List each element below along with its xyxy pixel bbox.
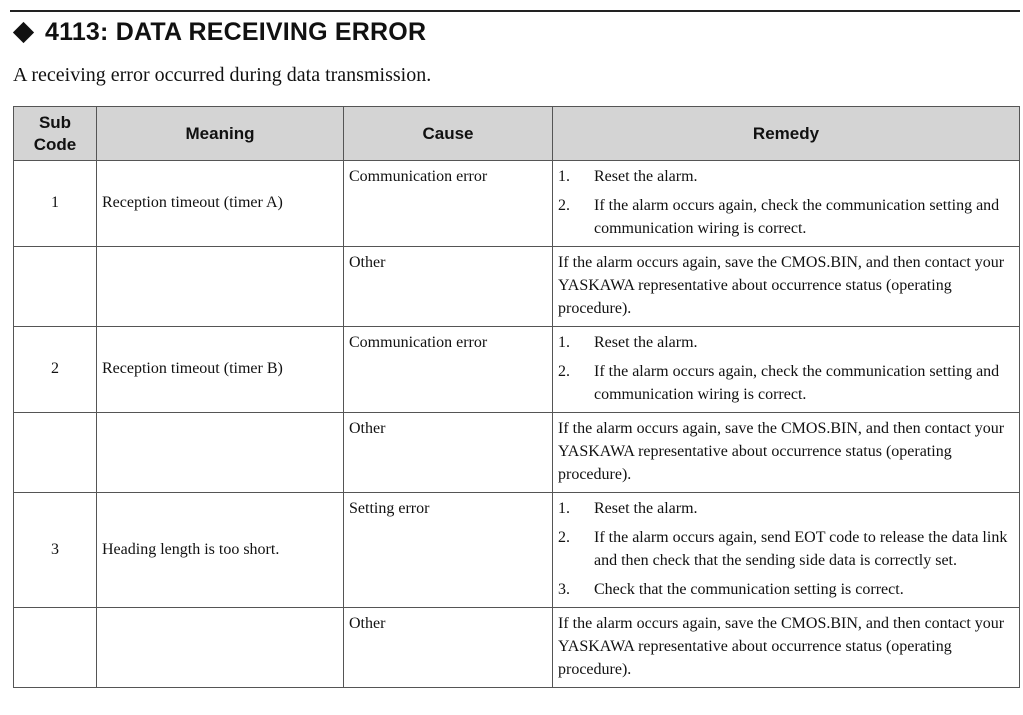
remedy-text: If the alarm occurs again, save the CMOS.BIN, and then contact your YASKAWA representative about occurrence status (operating procedure). xyxy=(558,615,1005,678)
remedy-step xyxy=(558,526,1014,572)
remedy-step xyxy=(558,165,1014,188)
step-number: 2. xyxy=(558,197,570,214)
remedy-steps xyxy=(558,331,1014,406)
step-number: 1. xyxy=(558,500,570,517)
remedy-text: If the alarm occurs again, save the CMOS.BIN, and then contact your YASKAWA representative about occurrence status (operating procedure). xyxy=(558,420,1005,483)
sub-code-cell: 1 xyxy=(14,161,97,247)
remedy-text: If the alarm occurs again, save the CMOS.BIN, and then contact your YASKAWA representative about occurrence status (operating procedure). xyxy=(558,254,1005,317)
remedy-step xyxy=(558,497,1014,520)
meaning-cell: Reception timeout (timer B) xyxy=(97,327,344,413)
meaning-cell-empty xyxy=(97,608,344,688)
step-number: 1. xyxy=(558,334,570,351)
cause-cell: Other xyxy=(344,413,553,493)
meaning-cell: Heading length is too short. xyxy=(97,493,344,608)
table-row xyxy=(14,493,1020,608)
table-row xyxy=(14,247,1020,327)
header-sub-code xyxy=(14,107,97,161)
step-text: Reset the alarm. xyxy=(594,168,698,185)
remedy-steps xyxy=(558,497,1014,601)
header-sub-code-label: Sub Code xyxy=(33,112,77,154)
section-heading xyxy=(12,18,426,47)
sub-code-cell-empty xyxy=(14,608,97,688)
header-remedy: Remedy xyxy=(553,107,1020,161)
sub-code-cell-empty xyxy=(14,247,97,327)
cause-cell: Setting error xyxy=(344,493,553,608)
section-title: 4113: DATA RECEIVING ERROR xyxy=(45,18,427,46)
step-text: If the alarm occurs again, check the communication setting and communication wiring is correct. xyxy=(594,197,1000,237)
remedy-step xyxy=(558,194,1014,240)
remedy-steps xyxy=(558,165,1014,240)
section-description: A receiving error occurred during data transmission. xyxy=(13,64,432,86)
meaning-cell: Reception timeout (timer A) xyxy=(97,161,344,247)
remedy-cell xyxy=(553,493,1020,608)
table-row xyxy=(14,161,1020,247)
cause-cell: Communication error xyxy=(344,327,553,413)
cause-cell: Other xyxy=(344,247,553,327)
remedy-cell xyxy=(553,161,1020,247)
remedy-cell xyxy=(553,327,1020,413)
step-text: If the alarm occurs again, check the communication setting and communication wiring is correct. xyxy=(594,363,1000,403)
diamond-bullet-icon xyxy=(13,22,34,43)
sub-code-cell-empty xyxy=(14,413,97,493)
cause-cell: Communication error xyxy=(344,161,553,247)
meaning-cell-empty xyxy=(97,247,344,327)
step-number: 2. xyxy=(558,363,570,380)
header-meaning: Meaning xyxy=(97,107,344,161)
step-number: 1. xyxy=(558,168,570,185)
step-number: 3. xyxy=(558,581,570,598)
top-rule xyxy=(10,10,1020,12)
header-cause: Cause xyxy=(344,107,553,161)
remedy-step xyxy=(558,331,1014,354)
step-text: If the alarm occurs again, send EOT code to release the data link and then check that the sending side data is correctly set. xyxy=(594,529,1008,569)
step-text: Check that the communication setting is correct. xyxy=(594,581,904,598)
remedy-cell xyxy=(553,608,1020,688)
remedy-cell xyxy=(553,247,1020,327)
table-row xyxy=(14,327,1020,413)
table-header-row xyxy=(14,107,1020,161)
meaning-cell-empty xyxy=(97,413,344,493)
remedy-step xyxy=(558,578,1014,601)
table-row xyxy=(14,413,1020,493)
step-text: Reset the alarm. xyxy=(594,334,698,351)
cause-cell: Other xyxy=(344,608,553,688)
sub-code-cell: 3 xyxy=(14,493,97,608)
alarm-table xyxy=(13,106,1020,688)
sub-code-cell: 2 xyxy=(14,327,97,413)
remedy-step xyxy=(558,360,1014,406)
table-row xyxy=(14,608,1020,688)
remedy-cell xyxy=(553,413,1020,493)
step-number: 2. xyxy=(558,529,570,546)
step-text: Reset the alarm. xyxy=(594,500,698,517)
